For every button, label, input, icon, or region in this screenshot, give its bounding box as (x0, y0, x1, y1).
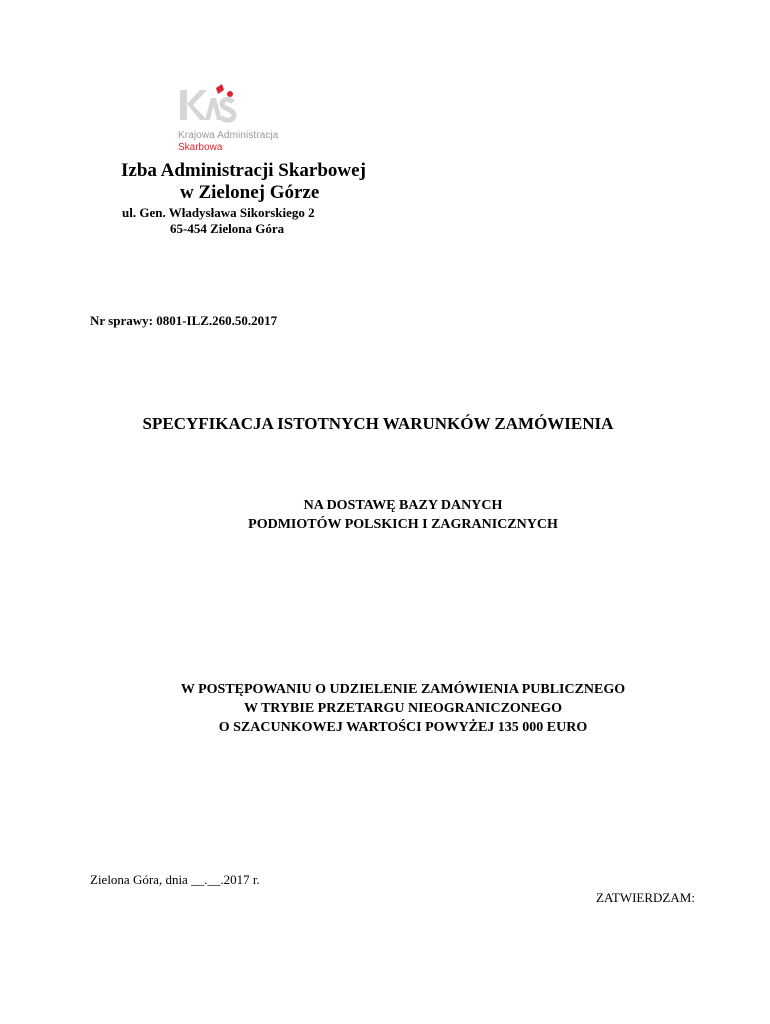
document-title (0, 414, 770, 434)
office-name-line1: Izba Administracji Skarbowej (121, 160, 366, 181)
procedure-description (0, 680, 770, 737)
approval-label: ZATWIERDZAM: (596, 890, 695, 905)
logo-text-line2: Skarbowa (178, 142, 223, 153)
case-number: Nr sprawy: 0801-ILZ.260.50.2017 (90, 313, 278, 328)
document-title-text: SPECYFIKACJA ISTOTNYCH WARUNKÓW ZAMÓWIENIA (142, 414, 614, 433)
office-city: 65-454 Zielona Góra (170, 221, 285, 236)
procedure-line2: W TRYBIE PRZETARGU NIEOGRANICZONEGO (243, 701, 563, 716)
procedure-line1: W POSTĘPOWANIU O UDZIELENIE ZAMÓWIENIA PUBLICZNEGO (180, 682, 626, 697)
order-subject-line2: PODMIOTÓW POLSKICH I ZAGRANICZNYCH (248, 517, 558, 532)
office-name-line2: w Zielonej Górze (180, 182, 320, 203)
office-street: ul. Gen. Władysława Sikorskiego 2 (122, 205, 315, 220)
procedure-line3: O SZACUNKOWEJ WARTOŚCI POWYŻEJ 135 000 EURO (218, 720, 588, 735)
kas-logo (178, 84, 308, 156)
place-and-date: Zielona Góra, dnia __.__.2017 r. (90, 872, 260, 887)
kas-logo-mark (178, 84, 238, 126)
logo-text-line1: Krajowa Administracja (178, 130, 279, 141)
order-subject (0, 496, 770, 534)
order-subject-line1: NA DOSTAWĘ BAZY DANYCH (303, 498, 503, 513)
